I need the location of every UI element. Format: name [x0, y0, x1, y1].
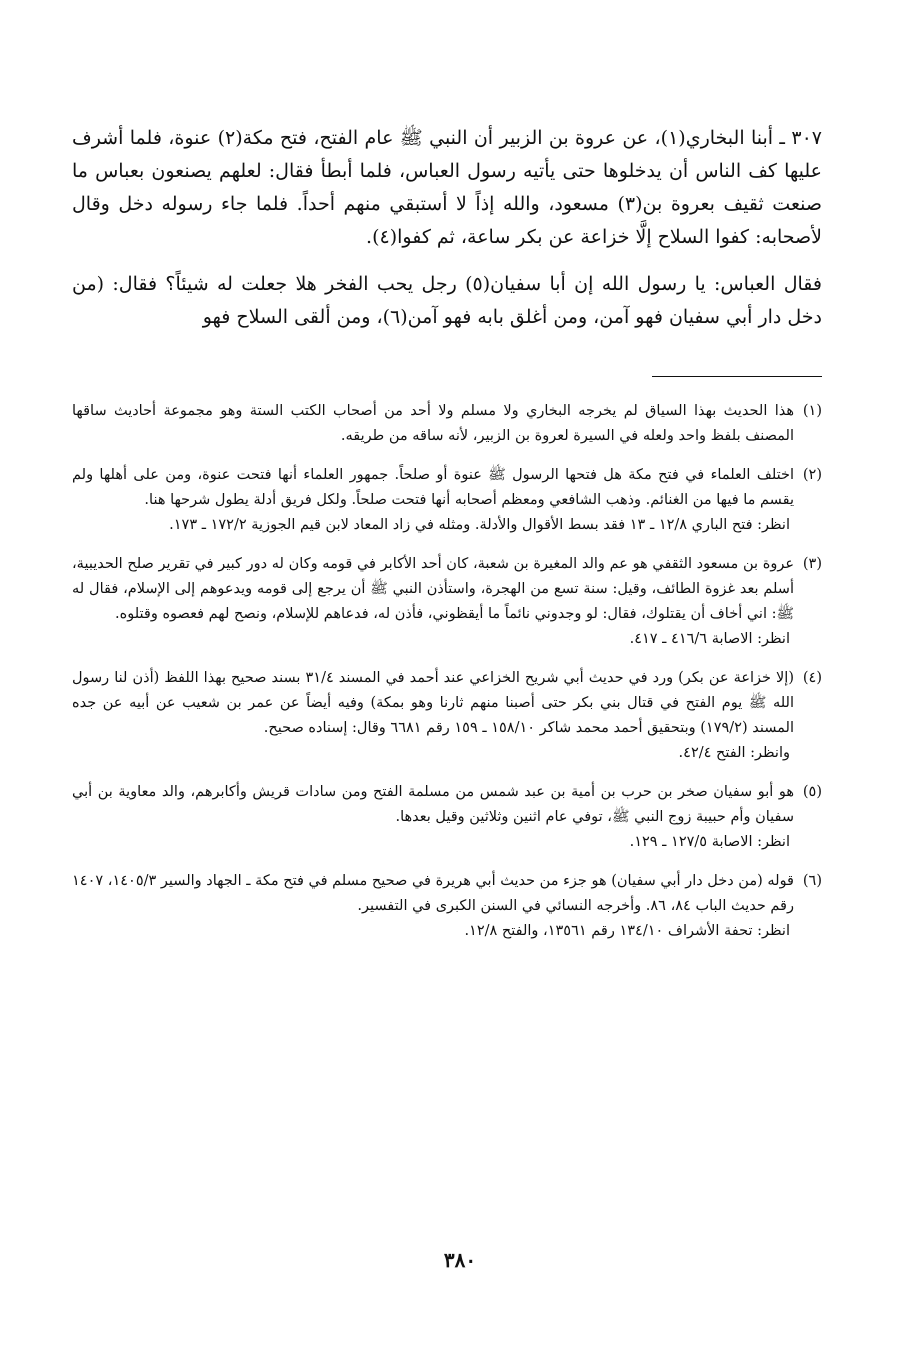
- footnote-1: [72, 399, 822, 449]
- footnote-3: [72, 552, 822, 652]
- main-text: [72, 122, 822, 334]
- footnote-number: (١): [802, 403, 822, 419]
- footnote-4: [72, 666, 822, 766]
- footnote-2: [72, 463, 822, 538]
- footnote-number: (٣): [802, 556, 822, 572]
- footnote-text: قوله (من دخل دار أبي سفيان) هو جزء من حديث أبي هريرة في صحيح مسلم في فتح مكة ـ الجهاد والسير ١٤٠٥/٣، ١٤٠٧ رقم حديث الباب ٨٤، ٨٦. وأخرجه النسائي في السنن الكبرى في التفسير.: [72, 873, 794, 914]
- footnote-number: (٦): [802, 873, 822, 889]
- footnote-6: [72, 869, 822, 944]
- footnote-reference: انظر: الاصابة ٤١٦/٦ ـ ٤١٧.: [629, 631, 790, 647]
- footnote-divider: [652, 376, 822, 377]
- page-number: ٣٨٠: [443, 1248, 477, 1272]
- footnote-reference: وانظر: الفتح ٤٢/٤.: [678, 745, 790, 761]
- footnote-number: (٢): [802, 467, 822, 483]
- footnote-number: (٥): [802, 784, 822, 800]
- footnote-text: (إلا خزاعة عن بكر) ورد في حديث أبي شريح الخزاعي عند أحمد في المسند ٣١/٤ بسند صحيح بهذا اللفظ (أذن لنا رسول الله ﷺ يوم الفتح في قتال بني بكر حتى أصبنا منهم ثارنا وهو بمكة) وفيه أيضاً عن عمر بن شعيب عن أبيه عن جده المسند (١٧٩/٢) وبتحقيق أحمد محمد شاكر ١٥٨/١٠ ـ ١٥٩ رقم ٦٦٨١ وقال: إسناده صحيح.: [72, 670, 794, 736]
- footnote-5: [72, 780, 822, 855]
- footnote-reference: انظر: الاصابة ١٢٧/٥ ـ ١٢٩.: [629, 834, 790, 850]
- footnotes-section: [72, 399, 822, 944]
- footnote-reference: انظر: فتح الباري ١٢/٨ ـ ١٣ فقد بسط الأقوال والأدلة. ومثله في زاد المعاد لابن قيم الجوزية ١٧٢/٢ ـ ١٧٣.: [169, 517, 790, 533]
- footnote-reference: انظر: تحفة الأشراف ١٣٤/١٠ رقم ١٣٥٦١، والفتح ١٢/٨.: [464, 923, 790, 939]
- main-paragraph-2: فقال العباس: يا رسول الله إن أبا سفيان(٥) رجل يحب الفخر هلا جعلت له شيئاً؟ فقال: (من دخل دار أبي سفيان فهو آمن، ومن أغلق بابه فهو آمن(٦)، ومن ألقى السلاح فهو: [72, 273, 822, 328]
- footnote-text: هو أبو سفيان صخر بن حرب بن أمية بن عبد شمس من مسلمة الفتح ومن سادات قريش وأكابرهم، والد معاوية بن أبي سفيان وأم حبيبة زوج النبي ﷺ، توفي عام اثنين وثلاثين وقيل بعدها.: [72, 784, 794, 825]
- footnote-text: اختلف العلماء في فتح مكة هل فتحها الرسول ﷺ عنوة أو صلحاً. جمهور العلماء أنها فتحت عنوة، ومن على أهلها ولم يقسم ما فيها من الغنائم. وذهب الشافعي ومعظم أصحابه أنها فتحت صلحاً. ولكل فريق أدلة يطول شرحها هنا.: [72, 467, 794, 508]
- page-body: [72, 122, 822, 958]
- footnote-text: هذا الحديث بهذا السياق لم يخرجه البخاري ولا مسلم ولا أحد من أصحاب الكتب الستة وهو مجموعة أحاديث ساقها المصنف بلفظ واحد ولعله في السيرة لعروة بن الزبير، لأنه ساقه من طريقه.: [72, 403, 794, 444]
- footnote-text: عروة بن مسعود الثقفي هو عم والد المغيرة بن شعبة، كان أحد الأكابر في قومه وكان له دور كبير في تقرير صلح الحديبية، أسلم بعد غزوة الطائف، وقيل: سنة تسع من الهجرة، واستأذن النبي ﷺ أن يرجع إلى قومه ويدعوهم إلى الإسلام، فقال له ﷺ: اني أخاف أن يقتلوك، فقال: لو وجدوني نائماً ما أيقظوني، فأذن له، فدعاهم للإسلام، ونصح لهم فعصوه وقتلوه.: [72, 556, 794, 622]
- main-paragraph-1: ٣٠٧ ـ أبنا البخاري(١)، عن عروة بن الزبير أن النبي ﷺ عام الفتح، فتح مكة(٢) عنوة، فلما أشرف عليها كف الناس أن يدخلوها حتى يأتيه رسول العباس، فلما أبطأ فقال: لعلهم يصنعون بعباس ما صنعت ثقيف بعروة بن(٣) مسعود، والله إذاً لا أستبقي منهم أحداً. فلما جاء رسوله دخل وقال لأصحابه: كفوا السلاح إلَّا خزاعة عن بكر ساعة، ثم كفوا(٤).: [72, 127, 822, 248]
- footnote-number: (٤): [802, 670, 822, 686]
